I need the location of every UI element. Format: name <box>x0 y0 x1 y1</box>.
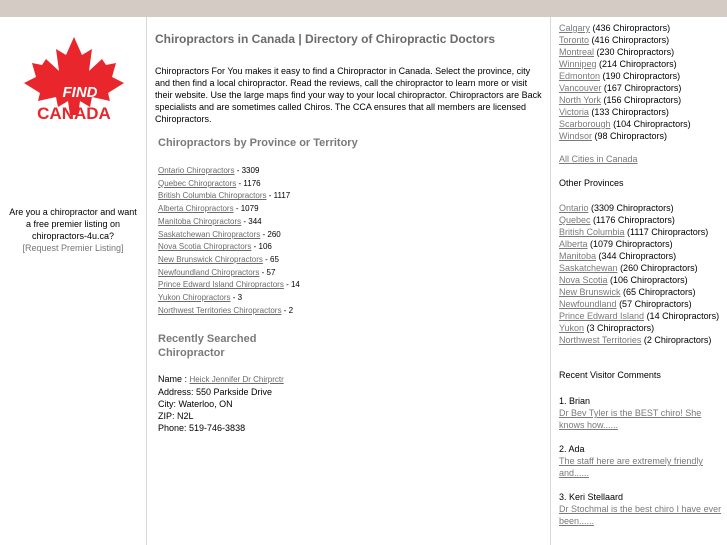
province-count: - 65 <box>265 254 279 264</box>
province-item <box>158 254 300 267</box>
province-link[interactable]: Ontario Chiropractors <box>158 166 235 175</box>
other-province-count: (57 Chiropractors) <box>619 299 692 309</box>
other-province-count: (1176 Chiropractors) <box>593 215 675 225</box>
comment-item <box>559 443 725 479</box>
top-bar <box>0 0 727 17</box>
comment-item <box>559 491 725 527</box>
city-count: (416 Chiropractors) <box>591 35 670 45</box>
request-premier-listing-link[interactable]: [Request Premier Listing] <box>22 243 124 253</box>
province-item <box>158 305 300 318</box>
province-item <box>158 216 300 229</box>
recent-search-details <box>158 373 284 434</box>
other-province-link[interactable]: Northwest Territories <box>559 335 642 345</box>
city-link[interactable]: Montreal <box>559 47 595 57</box>
province-link[interactable]: New Brunswick Chiropractors <box>158 254 263 264</box>
city-link[interactable]: Calgary <box>559 23 591 33</box>
recent-city: City: Waterloo, ON <box>158 399 233 409</box>
province-link[interactable]: Quebec Chiropractors <box>158 178 237 188</box>
other-province-count: (14 Chiropractors) <box>646 311 720 321</box>
other-province-item <box>559 274 719 286</box>
recent-phone: Phone: 519-746-3838 <box>158 423 246 433</box>
name-label: Name : <box>158 374 188 384</box>
other-province-link[interactable]: British Columbia <box>559 227 625 237</box>
other-province-item <box>559 310 719 322</box>
city-item <box>559 34 691 46</box>
intro-paragraph: Chiropractors For You makes it easy to find a Chiropractor in Canada. Select the province, city and then find a local chiropractor. Read the reviews, call the chiropractor to learn more or visit their website. Use the large maps find your way to your local chiropractor. Chiropractors are Back specialists and are sometimes called Chiros. The CCA ensures that all members are licensed Chiropractors. <box>155 66 542 124</box>
province-item <box>158 279 300 292</box>
comments-list <box>559 395 725 539</box>
city-count: (190 Chiropractors) <box>602 71 681 81</box>
right-sidebar <box>550 17 727 545</box>
province-count: - 57 <box>261 267 276 277</box>
find-canada-logo[interactable] <box>20 35 128 125</box>
other-province-item <box>559 262 719 274</box>
recent-name-row <box>158 373 284 386</box>
page-title: Chiropractors in Canada | Directory of Chiropractic Doctors <box>155 32 496 46</box>
province-count: - 3309 <box>236 166 260 175</box>
comment-author: 1. Brian <box>559 396 591 406</box>
page <box>0 17 727 545</box>
province-link[interactable]: Saskatchewan Chiropractors <box>158 229 261 239</box>
province-count: - 1117 <box>268 191 291 201</box>
other-province-item <box>559 334 719 346</box>
province-count: - 3 <box>232 293 243 303</box>
comment-link[interactable]: Dr Stochmal is the best chiro I have ever been...... <box>559 504 722 526</box>
left-column <box>0 17 147 545</box>
province-count: - 2 <box>283 305 294 315</box>
province-count: - 344 <box>243 216 262 226</box>
city-link[interactable]: Victoria <box>559 107 589 117</box>
city-item <box>559 130 691 142</box>
other-province-count: (65 Chiropractors) <box>623 287 696 297</box>
other-province-item <box>559 238 719 250</box>
city-count: (230 Chiropractors) <box>596 47 675 57</box>
other-province-link[interactable]: Saskatchewan <box>559 263 618 273</box>
city-item <box>559 70 691 82</box>
other-province-link[interactable]: Prince Edward Island <box>559 311 645 321</box>
provinces-heading: Chiropractors by Province or Territory <box>158 137 358 149</box>
other-provinces-list <box>559 202 719 346</box>
province-count: - 1176 <box>238 178 261 188</box>
province-count: - 106 <box>253 242 272 252</box>
city-item <box>559 82 691 94</box>
logo-word-canada: CANADA <box>37 104 111 123</box>
other-province-link[interactable]: Ontario <box>559 203 589 213</box>
other-province-count: (3 Chiropractors) <box>586 323 655 333</box>
promo-text: Are you a chiropractor and want a free premier listing on chiropractors-4u.ca? <box>9 207 137 241</box>
other-province-item <box>559 250 719 262</box>
comment-item <box>559 395 725 431</box>
province-item <box>158 267 300 280</box>
comment-link[interactable]: Dr Bev Tyler is the BEST chiro! She knows how...... <box>559 408 702 430</box>
province-item <box>158 229 300 242</box>
city-link[interactable]: Edmonton <box>559 71 601 81</box>
city-count: (167 Chiropractors) <box>603 83 682 93</box>
city-count: (214 Chiropractors) <box>599 59 677 69</box>
logo-word-find: FIND <box>62 84 98 101</box>
city-link[interactable]: Winnipeg <box>559 59 597 69</box>
other-province-count: (1117 Chiropractors) <box>627 227 709 237</box>
recent-chiropractor-link[interactable]: Heick Jennifer Dr Chirprctr <box>189 375 284 384</box>
other-province-link[interactable]: Manitoba <box>559 251 597 261</box>
province-count: - 14 <box>286 280 300 290</box>
recent-address: Address: 550 Parkside Drive <box>158 387 273 397</box>
premier-listing-promo <box>8 206 138 254</box>
city-item <box>559 46 691 58</box>
other-province-item <box>559 298 719 310</box>
province-link[interactable]: Nova Scotia Chiropractors <box>158 242 252 252</box>
province-link[interactable]: British Columbia Chiropractors <box>158 191 267 201</box>
city-list <box>559 22 691 142</box>
city-link[interactable]: Vancouver <box>559 83 602 93</box>
city-item <box>559 22 691 34</box>
province-item <box>158 203 300 216</box>
other-province-count: (344 Chiropractors) <box>598 251 677 261</box>
city-item <box>559 118 691 130</box>
other-province-count: (3309 Chiropractors) <box>591 203 674 213</box>
city-count: (104 Chiropractors) <box>613 119 691 129</box>
city-count: (98 Chiropractors) <box>594 131 668 141</box>
comment-author: 2. Ada <box>559 444 585 454</box>
province-link[interactable]: Alberta Chiropractors <box>158 204 234 214</box>
province-link[interactable]: Newfoundland Chiropractors <box>158 267 260 277</box>
province-item <box>158 190 300 203</box>
city-count: (133 Chiropractors) <box>591 107 669 117</box>
province-link[interactable]: Prince Edward Island Chiropractors <box>158 280 284 290</box>
city-link[interactable]: Toronto <box>559 35 590 45</box>
other-province-item <box>559 214 719 226</box>
other-provinces-heading: Other Provinces <box>559 178 624 188</box>
recent-zip: ZIP: N2L <box>158 411 194 421</box>
other-province-item <box>559 322 719 334</box>
other-province-item <box>559 202 719 214</box>
other-province-count: (260 Chiropractors) <box>620 263 698 273</box>
city-link[interactable]: Scarborough <box>559 119 611 129</box>
other-province-item <box>559 286 719 298</box>
province-link[interactable]: Northwest Territories Chiropractors <box>158 305 282 315</box>
all-cities-link[interactable]: All Cities in Canada <box>559 154 638 164</box>
other-province-count: (106 Chiropractors) <box>610 275 688 285</box>
province-item <box>158 292 300 305</box>
province-item <box>158 241 300 254</box>
province-count: - 260 <box>262 229 281 239</box>
recent-search-heading: Recently Searched Chiropractor <box>158 333 257 359</box>
other-province-link[interactable]: Alberta <box>559 239 588 249</box>
city-item <box>559 94 691 106</box>
other-province-link[interactable]: New Brunswick <box>559 287 621 297</box>
city-link[interactable]: North York <box>559 95 602 105</box>
other-province-item <box>559 226 719 238</box>
province-link[interactable]: Yukon Chiropractors <box>158 293 231 303</box>
comment-link[interactable]: The staff here are extremely friendly and...... <box>559 456 703 478</box>
city-link[interactable]: Windsor <box>559 131 593 141</box>
other-province-count: (1079 Chiropractors) <box>590 239 673 249</box>
province-item <box>158 165 300 178</box>
other-province-link[interactable]: Newfoundland <box>559 299 617 309</box>
comment-author: 3. Keri Stellaard <box>559 492 624 502</box>
province-count: - 1079 <box>235 204 259 214</box>
main-content <box>147 17 549 545</box>
other-province-link[interactable]: Nova Scotia <box>559 275 608 285</box>
city-item <box>559 58 691 70</box>
other-province-count: (2 Chiropractors) <box>643 335 712 345</box>
comments-heading: Recent Visitor Comments <box>559 370 661 380</box>
other-province-link[interactable]: Yukon <box>559 323 585 333</box>
city-count: (436 Chiropractors) <box>592 23 671 33</box>
maple-leaf-icon <box>20 35 128 125</box>
city-count: (156 Chiropractors) <box>603 95 682 105</box>
province-item <box>158 178 300 191</box>
province-link[interactable]: Manitoba Chiropractors <box>158 216 242 226</box>
city-item <box>559 106 691 118</box>
other-province-link[interactable]: Quebec <box>559 215 591 225</box>
province-list <box>158 165 300 317</box>
